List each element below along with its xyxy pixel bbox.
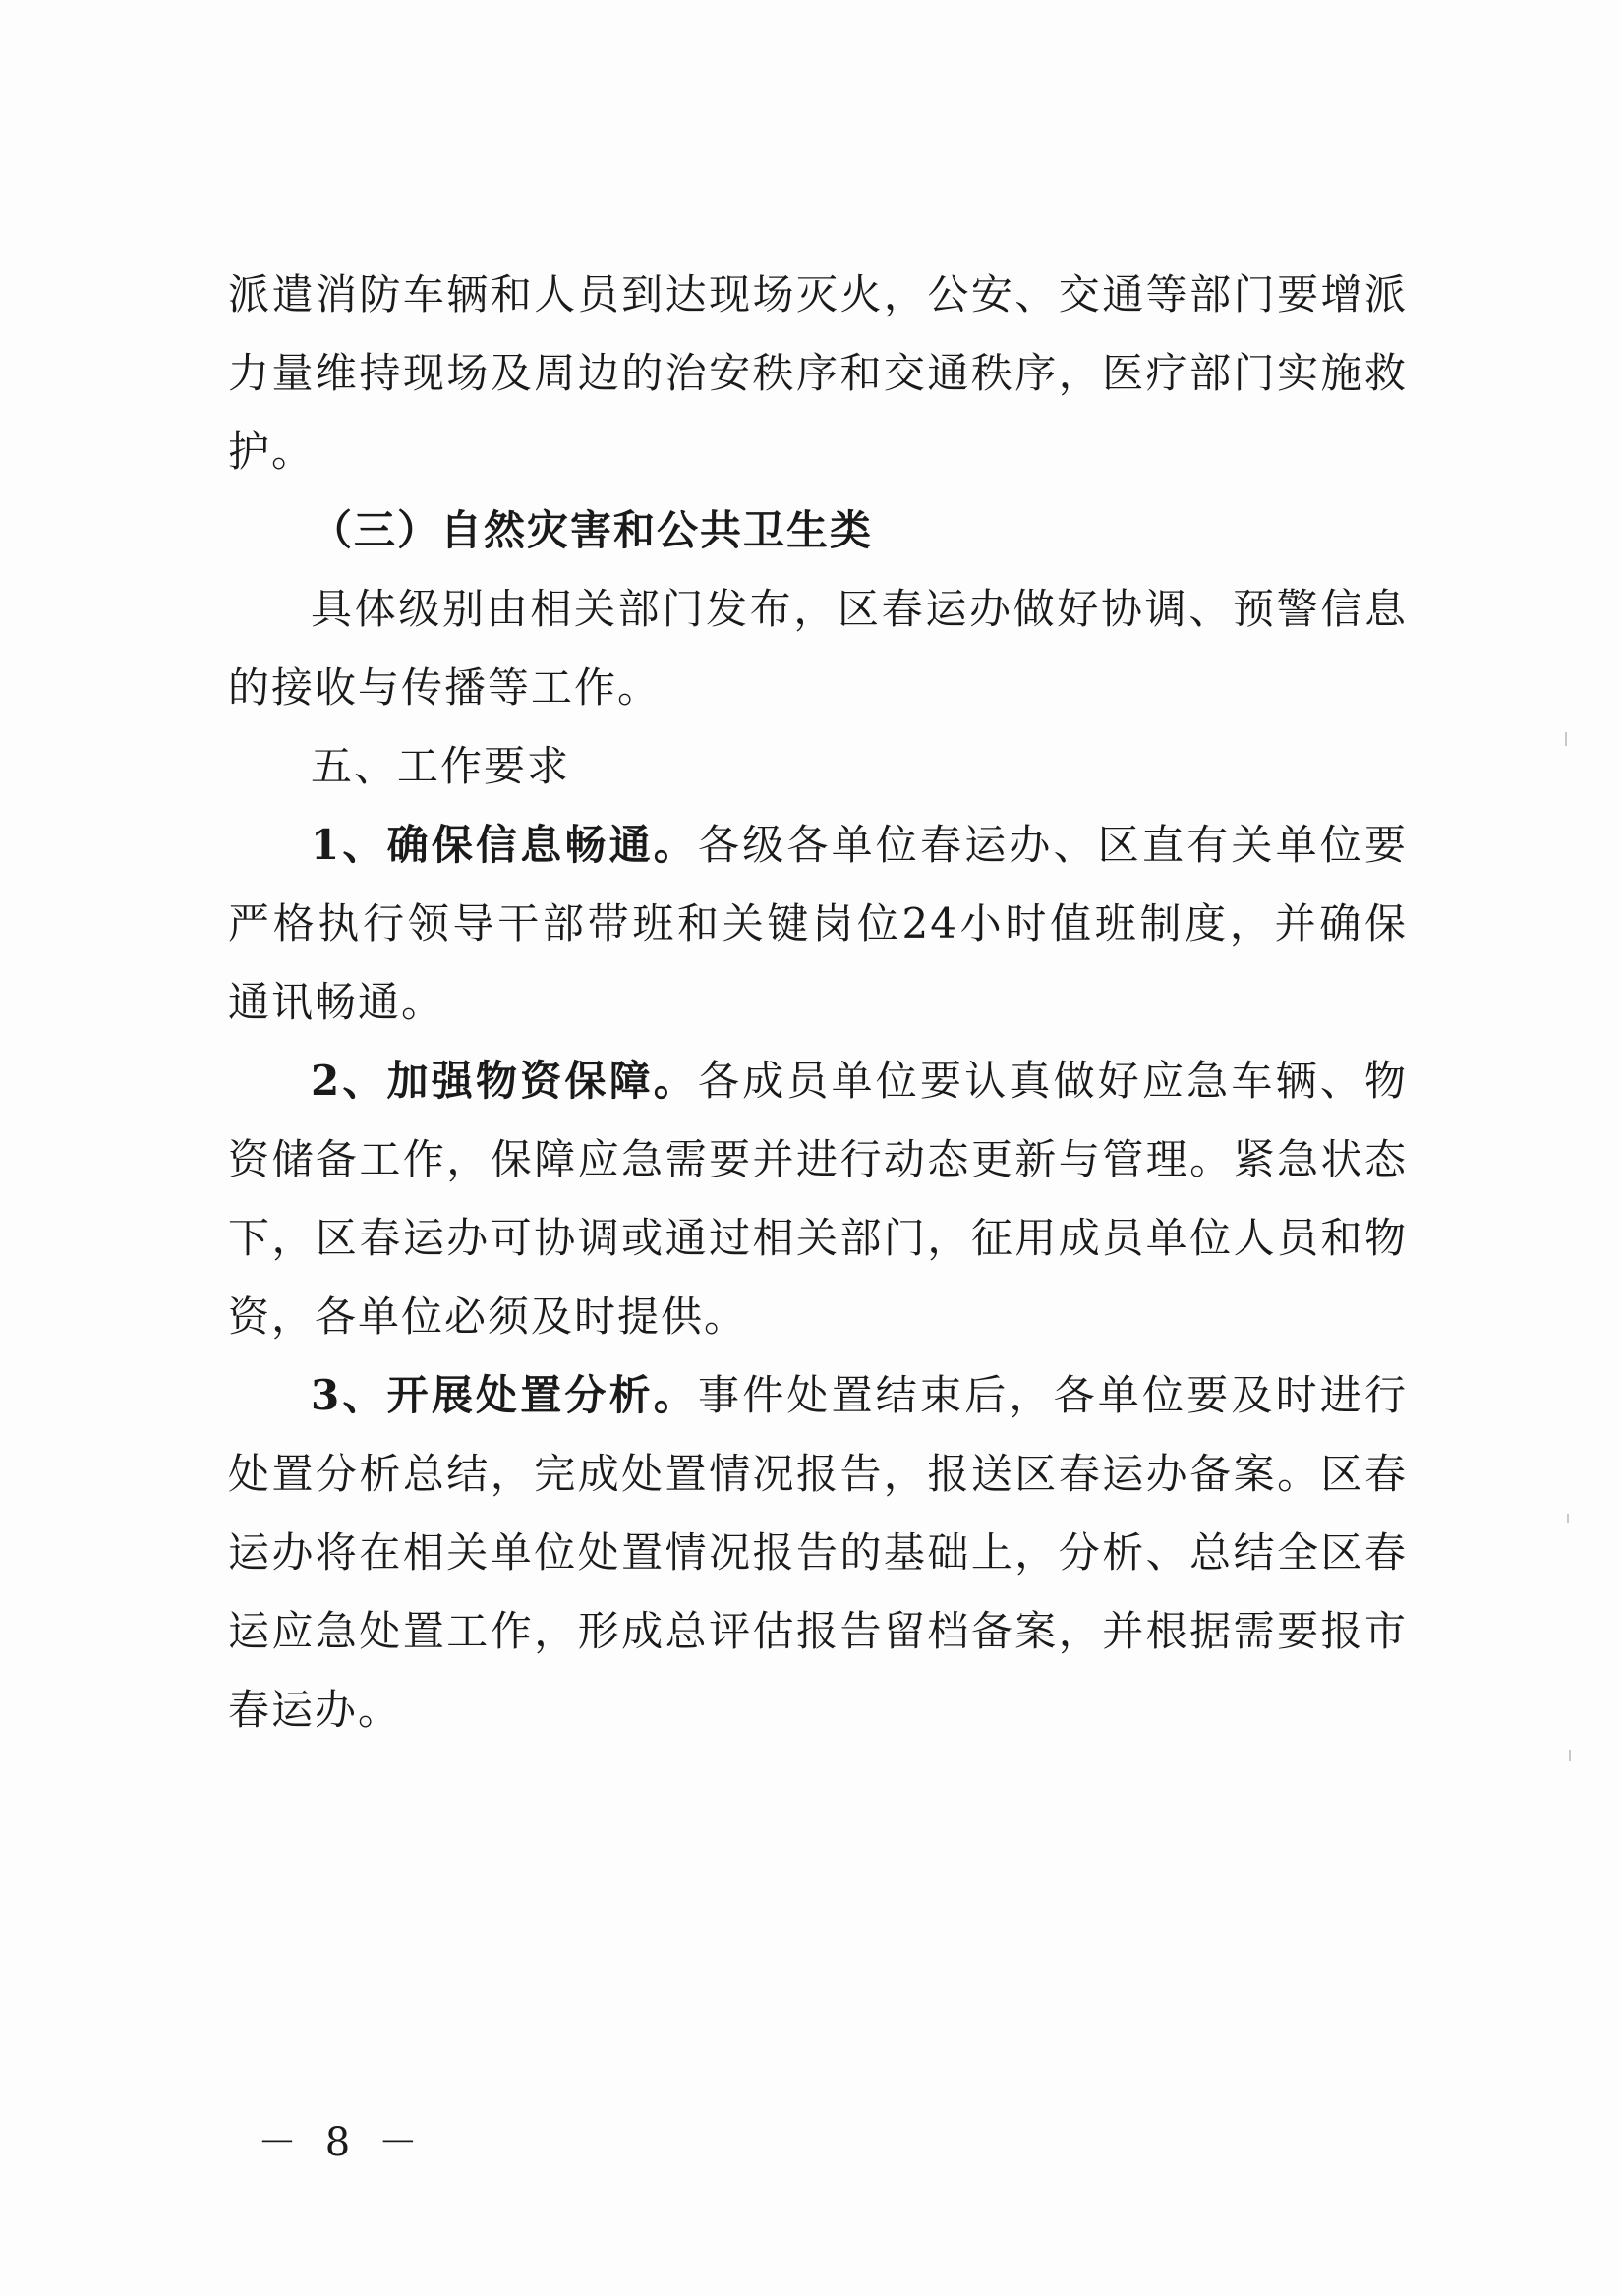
requirement-item-3-lead: 3、开展处置分析。 (311, 1371, 699, 1419)
paragraph-natural-disaster: 具体级别由相关部门发布，区春运办做好协调、预警信息的接收与传播等工作。 (228, 585, 1408, 712)
requirement-item-1 (228, 806, 1408, 1042)
requirement-item-3 (228, 1356, 1408, 1750)
paragraph-continuation: 派遣消防车辆和人员到达现场灭火，公安、交通等部门要增派力量维持现场及周边的治安秩序和交通秩序，医疗部门实施救护。 (228, 270, 1408, 476)
scan-mark (1569, 1750, 1571, 1761)
requirement-item-2-body: 各成员单位要认真做好应急车辆、物资储备工作，保障应急需要并进行动态更新与管理。紧急状态下，区春运办可协调或通过相关部门，征用成员单位人员和物资，各单位必须及时提供。 (228, 1057, 1408, 1341)
document-body (228, 256, 1408, 1750)
scan-mark (1565, 732, 1567, 746)
section-heading-natural-disaster: （三）自然灾害和公共卫生类 (311, 506, 874, 554)
requirement-item-1-body: 各级各单位春运办、区直有关单位要严格执行领导干部带班和关键岗位24小时值班制度，并确保通讯畅通。 (228, 821, 1408, 1026)
page-number: － 8 － (258, 2120, 426, 2165)
requirement-item-1-lead: 1、确保信息畅通。 (311, 821, 699, 869)
requirement-item-2-lead: 2、加强物资保障。 (311, 1057, 699, 1105)
scan-mark (1567, 1514, 1569, 1523)
section-heading-work-requirements: 五、工作要求 (311, 742, 571, 790)
requirement-item-3-body: 事件处置结束后，各单位要及时进行处置分析总结，完成处置情况报告，报送区春运办备案。区春运办将在相关单位处置情况报告的基础上，分析、总结全区春运应急处置工作，形成总评估报告留档备案，并根据需要报市春运办。 (228, 1371, 1408, 1734)
requirement-item-2 (228, 1042, 1408, 1356)
